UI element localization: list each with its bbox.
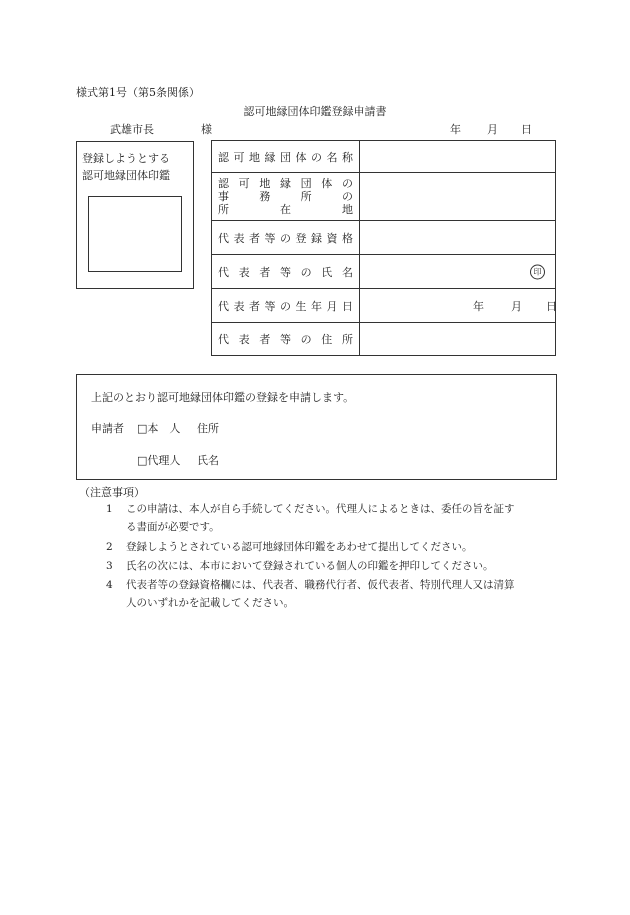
label-char: 表: [238, 333, 250, 346]
label-char: 代: [218, 299, 229, 313]
label-rep-name: [212, 255, 360, 289]
note-3-number: 3: [106, 560, 113, 572]
label-char: 地: [342, 203, 353, 216]
label-char: 体: [295, 150, 307, 164]
label-char: の: [280, 299, 291, 313]
label-char: 等: [264, 231, 276, 245]
label-char: 者: [259, 265, 271, 279]
label-char: 名: [326, 150, 338, 164]
address-label: 住所: [197, 422, 219, 435]
note-3-text: 氏名の次には、本市において登録されている個人の印鑑を押印してください。: [126, 560, 494, 572]
label-char: 代: [218, 231, 229, 245]
date-day-label: 日: [521, 123, 532, 136]
label-char: 務: [259, 190, 271, 203]
label-char: 日: [342, 299, 353, 313]
label-char: 体: [321, 177, 333, 190]
seal-mark-icon: 印: [530, 264, 545, 279]
checkbox-proxy[interactable]: □代理人: [137, 454, 181, 467]
field-office-location[interactable]: [360, 173, 556, 221]
honorific: 様: [201, 123, 212, 136]
field-org-name[interactable]: [360, 141, 556, 173]
label-char: 縁: [279, 177, 291, 190]
label-char: の: [280, 231, 291, 245]
label-char: 資: [326, 231, 338, 245]
note-4: [106, 576, 556, 612]
label-char: 地: [249, 150, 260, 164]
date-year-label: 年: [450, 123, 461, 136]
label-char: 代: [218, 333, 229, 346]
label-char: 代: [218, 265, 229, 279]
label-char: 可: [238, 177, 250, 190]
label-char: 在: [280, 203, 291, 216]
note-2-number: 2: [106, 541, 113, 553]
label-char: の: [300, 333, 312, 346]
seal-impression-area[interactable]: [88, 196, 182, 272]
row-rep-name: [212, 255, 556, 289]
checkbox-self[interactable]: □本 人: [137, 422, 181, 435]
label-rep-address: [212, 323, 360, 356]
label-char: 地: [259, 177, 271, 190]
note-1-line2: る書面が必要です。: [126, 521, 220, 533]
label-char: 団: [280, 150, 291, 164]
date-month-label: 月: [487, 123, 498, 136]
seal-label-line1: 登録しようとする: [82, 152, 170, 165]
note-2-text: 登録しようとされている認可地縁団体印鑑をあわせて提出してください。: [126, 541, 473, 553]
row-rep-dob: [212, 289, 556, 323]
label-char: 認: [218, 150, 229, 164]
label-char: 称: [342, 150, 353, 164]
label-char: 生: [295, 299, 307, 313]
label-char: 登: [295, 231, 307, 245]
label-char: 氏: [321, 265, 333, 279]
dob-month-label: 月: [511, 299, 522, 313]
label-char: 縁: [264, 150, 276, 164]
note-1-line1: [106, 500, 556, 518]
note-1: [106, 500, 556, 536]
addressee: 武雄市長: [110, 123, 154, 136]
label-char: 者: [259, 333, 271, 346]
label-char: 認: [218, 177, 229, 190]
label-rep-qualification: [212, 221, 360, 255]
note-1-text: この申請は、本人が自ら手続してください。代理人によるときは、委任の旨を証す: [126, 503, 515, 515]
note-4-number: 4: [106, 579, 113, 591]
label-char: 等: [279, 333, 291, 346]
row-rep-address: [212, 323, 556, 356]
label-office-location: [212, 173, 360, 221]
label-char: 者: [249, 299, 260, 313]
label-char: 表: [233, 299, 245, 313]
note-2: [106, 538, 556, 556]
label-char: 名: [341, 265, 353, 279]
label-char: 年: [311, 299, 322, 313]
dob-year-label: 年: [473, 299, 484, 313]
row-rep-qualification: [212, 221, 556, 255]
label-char: の: [300, 265, 312, 279]
field-rep-name[interactable]: [360, 255, 556, 289]
note-1-number: 1: [106, 503, 113, 515]
note-3: [106, 557, 556, 575]
label-char: 所: [341, 333, 353, 346]
label-char: 所: [218, 203, 229, 216]
note-4-text: 代表者等の登録資格欄には、代表者、職務代行者、仮代表者、特別代理人又は清算: [126, 579, 515, 591]
label-char: の: [341, 190, 353, 203]
label-char: 者: [249, 231, 260, 245]
seal-label-line2: 認可地縁団体印鑑: [82, 169, 170, 182]
label-char: 等: [279, 265, 291, 279]
form-id: 様式第1号（第5条関係）: [76, 86, 200, 99]
page-title: 認可地縁団体印鑑登録申請書: [243, 105, 387, 118]
dob-day-label: 日: [546, 299, 557, 313]
label-char: の: [311, 150, 322, 164]
label-char: 所: [300, 190, 312, 203]
label-char: 等: [264, 299, 276, 313]
label-char: 月: [326, 299, 338, 313]
label-char: 録: [311, 231, 322, 245]
application-statement: 上記のとおり認可地縁団体印鑑の登録を申請します。: [91, 391, 355, 404]
label-char: 表: [238, 265, 250, 279]
row-org-name: [212, 141, 556, 173]
label-char: 住: [321, 333, 333, 346]
label-org-name: [212, 141, 360, 173]
label-rep-dob: [212, 289, 360, 323]
label-char: 事: [218, 190, 229, 203]
field-rep-qualification[interactable]: [360, 221, 556, 255]
label-char: 団: [300, 177, 312, 190]
label-char: の: [341, 177, 353, 190]
note-4-line2: 人のいずれかを記載してください。: [126, 597, 294, 609]
label-char: 表: [233, 231, 245, 245]
applicant-label: 申請者: [91, 422, 124, 435]
note-4-line1: [106, 576, 556, 594]
field-rep-dob[interactable]: [360, 289, 556, 323]
info-table: [211, 140, 556, 356]
notes-heading: （注意事項）: [79, 486, 145, 499]
label-char: 格: [342, 231, 353, 245]
field-rep-address[interactable]: [360, 323, 556, 356]
name-label: 氏名: [197, 454, 219, 467]
label-char: 可: [233, 150, 245, 164]
row-office-location: [212, 173, 556, 221]
seal-box-label: [82, 150, 192, 184]
